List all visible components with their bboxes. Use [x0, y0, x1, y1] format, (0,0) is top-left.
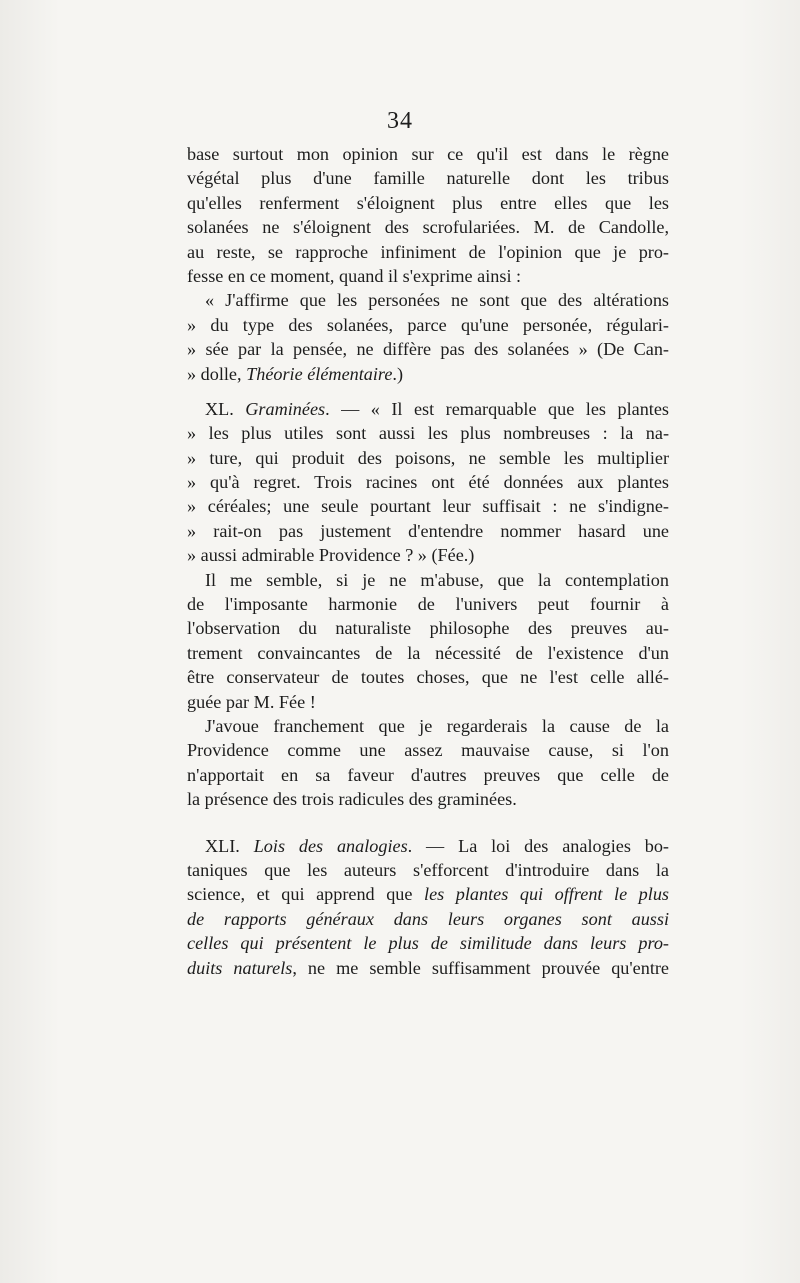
text-line: n'apportait en sa faveur d'autres preuves que celle de: [187, 764, 669, 785]
text-line: taniques que les auteurs s'efforcent d'introduire dans la: [187, 859, 669, 880]
text-line: fesse en ce moment, quand il s'exprime ainsi :: [187, 265, 522, 286]
text-run: .): [392, 363, 404, 384]
text-line: » les plus utiles sont aussi les plus nombreuses : la na-: [187, 423, 669, 444]
text-line: base surtout mon opinion sur ce qu'il est dans le règne: [187, 144, 669, 164]
text-line: [187, 397, 669, 421]
italic-run: de rapports généraux dans leurs organes sont aussi: [187, 908, 669, 929]
italic-run: celles qui présentent le plus de similitude dans leurs pro-: [187, 933, 669, 954]
text-line: J'avoue franchement que je regarderais la cause de la: [205, 715, 669, 736]
text-line: [187, 931, 669, 955]
italic-run: Lois des analogies: [253, 835, 408, 856]
italic-run: duits naturels: [187, 957, 293, 978]
text-run: XL.: [205, 398, 246, 419]
italic-run: Graminées: [245, 398, 326, 419]
text-line: végétal plus d'une famille naturelle dont les tribus: [187, 168, 669, 189]
text-line: « J'affirme que les personées ne sont que des altérations: [205, 290, 669, 311]
text-line: » ture, qui produit des poisons, ne semble les multiplier: [187, 447, 669, 468]
text-line: » aussi admirable Providence ? » (Fée.): [187, 545, 475, 566]
text-line: au reste, se rapproche infiniment de l'opinion que je pro-: [187, 241, 669, 262]
text-line: l'observation du naturaliste philosophe des preuves au-: [187, 618, 669, 639]
text-line: » qu'à regret. Trois racines ont été données aux plantes: [187, 472, 669, 493]
text-run: science, et qui apprend que: [187, 884, 425, 905]
text-line: [187, 956, 669, 980]
text-run: XLI.: [205, 835, 254, 856]
text-run: . — La loi des analogies bo-: [407, 835, 669, 856]
italic-run: les plantes qui offrent le plus: [424, 884, 670, 905]
paragraph-gap: [187, 386, 669, 397]
text-line: Il me semble, si je ne m'abuse, que la contemplation: [205, 569, 669, 590]
text-line: solanées ne s'éloignent des scrofulariées. M. de Candolle,: [187, 217, 669, 238]
paragraph-gap: [187, 812, 669, 834]
text-line: trement convaincantes de la nécessité de l'existence d'un: [187, 642, 669, 663]
text-line: [187, 882, 669, 906]
page-number: 34: [387, 108, 413, 134]
text-line: » céréales; une seule pourtant leur suffisait : ne s'indigne-: [187, 496, 669, 517]
text-run: , ne me semble suffisamment prouvée qu'entre: [292, 957, 670, 978]
text-run: . — « Il est remarquable que les plantes: [325, 398, 669, 419]
text-line: » rait-on pas justement d'entendre nommer hasard une: [187, 520, 669, 541]
text-line: [187, 834, 669, 858]
text-line: Providence comme une assez mauvaise cause, si l'on: [187, 740, 669, 761]
text-line: » sée par la pensée, ne diffère pas des solanées » (De Can-: [187, 339, 669, 360]
text-line: [187, 907, 669, 931]
text-line: la présence des trois radicules des graminées.: [187, 789, 517, 810]
text-line: » du type des solanées, parce qu'une personée, régulari-: [187, 314, 669, 335]
body-text: [187, 142, 669, 980]
text-line: [187, 362, 669, 386]
text-line: être conservateur de toutes choses, que ne l'est celle allé-: [187, 667, 669, 688]
text-line: qu'elles renferment s'éloignent plus entre elles que les: [187, 192, 669, 213]
text-run: » dolle,: [187, 363, 247, 384]
text-line: de l'imposante harmonie de l'univers peut fournir à: [187, 594, 669, 615]
text-line: guée par M. Fée !: [187, 691, 316, 712]
italic-run: Théorie élémentaire: [246, 363, 393, 384]
